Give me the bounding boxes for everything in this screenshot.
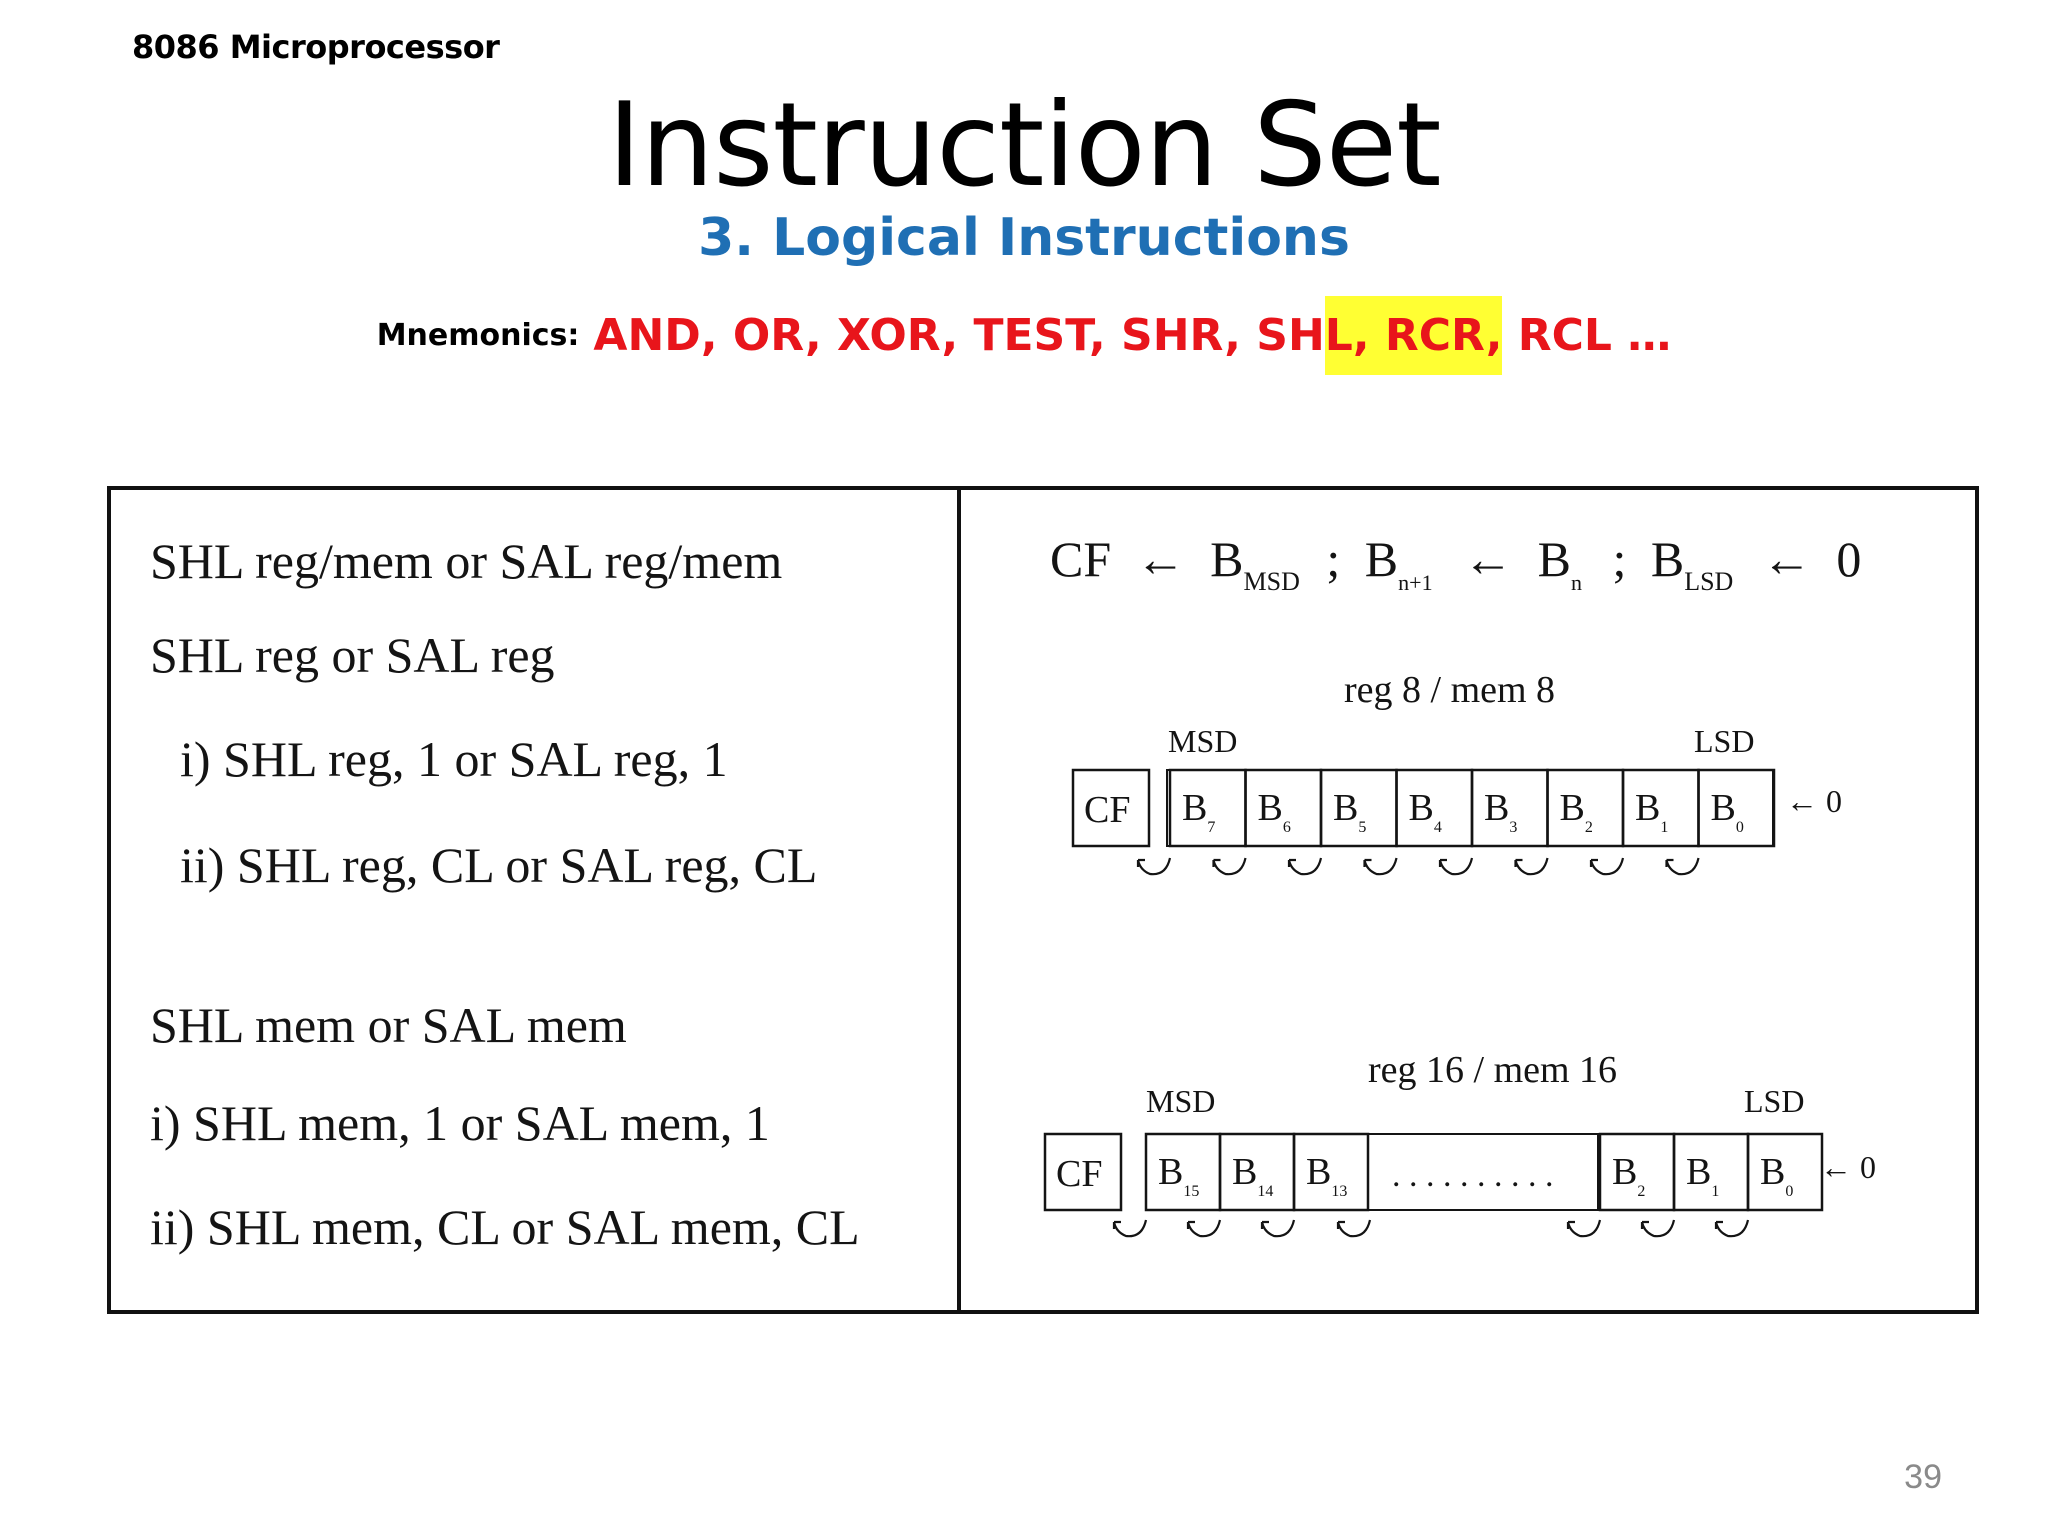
diagram8-cell-0-label: $B_7$	[1182, 787, 1216, 836]
diagram16-shift-arrows	[1114, 1220, 1748, 1236]
diagram8-cell-5-label: $B_2$	[1559, 787, 1593, 836]
diagram8-arrow-5	[1516, 858, 1548, 874]
diagram8-cf-label: CF	[1084, 789, 1131, 831]
diagram8-arrow-3	[1365, 858, 1397, 874]
diagram16-cell-left-1-label: $B_{14}$	[1232, 1151, 1274, 1200]
diagram8-msd-label: MSD	[1168, 723, 1238, 759]
diagram8-cell-7-label: $B_0$	[1710, 787, 1744, 836]
diagram16-cell-right-0-label: $B_2$	[1612, 1151, 1646, 1200]
shift-diagram	[960, 490, 1976, 1310]
diagram16-arrow-right-2	[1716, 1220, 1748, 1236]
diagram16-cell-right-1-label: $B_1$	[1686, 1151, 1720, 1200]
corner-label: 8086 Microprocessor	[132, 28, 500, 66]
diagram8-arrow-6	[1591, 858, 1623, 874]
diagram8-cell-1-label: $B_6$	[1257, 787, 1291, 836]
diagram16-arrow-right-1	[1642, 1220, 1674, 1236]
diagram8-input: ← 0	[1786, 783, 1842, 819]
diagram8-cell-3-label: $B_4$	[1408, 787, 1442, 836]
diagram16-cf-label: CF	[1056, 1153, 1103, 1195]
diagram16-lsd-label: LSD	[1744, 1083, 1805, 1119]
syntax-line-4: ii) SHL reg, CL or SAL reg, CL	[180, 837, 818, 893]
syntax-line-5: SHL mem or SAL mem	[150, 997, 627, 1053]
mnemonics-list	[593, 310, 1671, 361]
mnemonics-text-after: RCL …	[1502, 310, 1672, 361]
diagram16-msd-label: MSD	[1146, 1083, 1216, 1119]
syntax-line-2: SHL reg or SAL reg	[150, 627, 555, 683]
diagram16-arrow-left-2	[1262, 1220, 1294, 1236]
diagram16-cell-left-2-label: $B_{13}$	[1306, 1151, 1348, 1200]
diagram16-arrow-right-0	[1568, 1220, 1600, 1236]
diagram16-arrow-mid	[1338, 1220, 1370, 1236]
diagram16-arrow-left-0	[1114, 1220, 1146, 1236]
diagram16-cell-left-0-label: $B_{15}$	[1158, 1151, 1200, 1200]
syntax-line-6: i) SHL mem, 1 or SAL mem, 1	[150, 1095, 770, 1151]
diagram16-arrow-left-1	[1188, 1220, 1220, 1236]
diagram8-cells	[1167, 770, 1774, 846]
diagram8-caption: reg 8 / mem 8	[1344, 669, 1556, 711]
diagram8-cell-2-label: $B_5$	[1333, 787, 1367, 836]
diagram8-arrow-7	[1667, 858, 1699, 874]
mnemonics-label: Mnemonics:	[376, 318, 580, 353]
mnemonics-text-before: AND, OR, XOR, TEST, SHR, SH	[593, 310, 1325, 361]
diagram8-shift-arrows	[1138, 858, 1699, 874]
diagram16-input: ← 0	[1820, 1149, 1876, 1185]
diagram8-lsd-label: LSD	[1694, 723, 1755, 759]
formula: CF ← $B_{MSD}$ ; $B_{n+1}$ ← $B_n$ ; $B_{LSD}$ ← 0	[1050, 531, 1862, 596]
slide-title: Instruction Set	[607, 78, 1441, 213]
diagram8-arrow-2	[1289, 858, 1321, 874]
diagram16-cell-right-2-label: $B_0$	[1760, 1151, 1794, 1200]
page-number: 39	[1904, 1458, 1942, 1496]
syntax-line-7: ii) SHL mem, CL or SAL mem, CL	[150, 1199, 860, 1255]
mnemonics-highlight: L, RCR,	[1325, 296, 1503, 375]
syntax-line-1: SHL reg/mem or SAL reg/mem	[150, 533, 783, 589]
slide-subtitle: 3. Logical Instructions	[698, 208, 1350, 268]
diagram16-ellipsis: . . . . . . . . . .	[1392, 1157, 1554, 1194]
diagram8-cell-4-label: $B_3$	[1484, 787, 1518, 836]
diagram16-caption: reg 16 / mem 16	[1368, 1049, 1618, 1091]
mnemonics-line	[0, 310, 2048, 361]
diagram8-arrow-1	[1214, 858, 1246, 874]
diagram8-arrow-4	[1440, 858, 1472, 874]
syntax-line-3: i) SHL reg, 1 or SAL reg, 1	[180, 731, 728, 787]
diagram8-cell-6-label: $B_1$	[1635, 787, 1669, 836]
diagram8-arrow-0	[1138, 858, 1170, 874]
